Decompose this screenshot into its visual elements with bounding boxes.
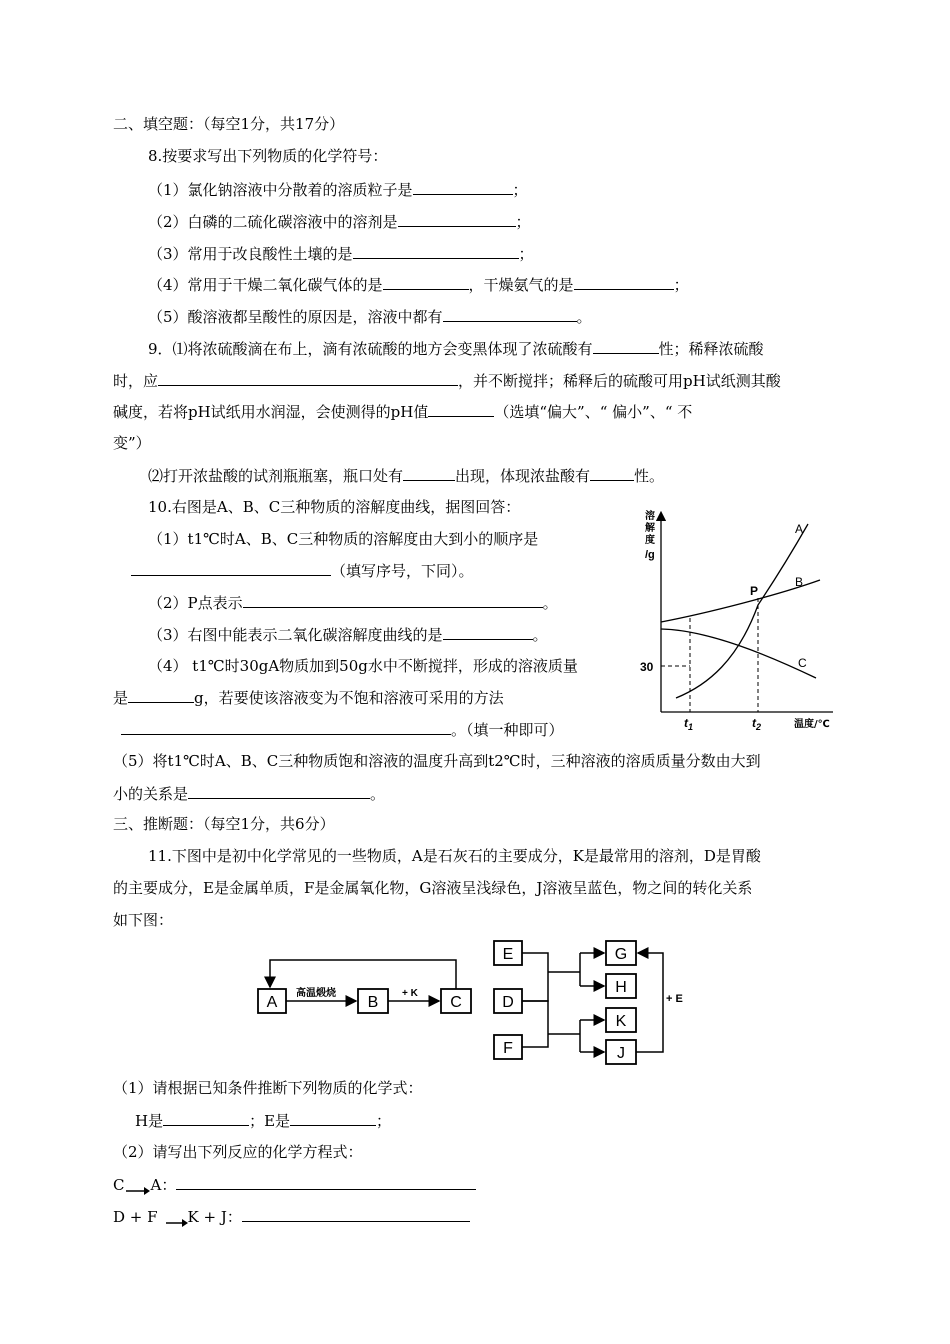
q11-line3: 如下图：	[113, 911, 174, 929]
label-K: K	[615, 1013, 627, 1030]
q11-part1-answers: H是 ；E是 ；	[135, 1112, 392, 1130]
q10-item5-cont: 小的关系是 。	[113, 785, 386, 803]
label-J: J	[617, 1045, 625, 1062]
answer-blank[interactable]	[158, 370, 458, 386]
q10-item1: （1）t1℃时A、B、C三种物质的溶解度由大到小的顺序是	[148, 530, 539, 548]
arrow-icon	[124, 1180, 150, 1196]
answer-blank[interactable]	[574, 274, 674, 290]
solubility-chart	[628, 500, 838, 740]
answer-blank[interactable]	[443, 306, 577, 322]
answer-blank[interactable]	[121, 719, 451, 735]
q11-part1: （1）请根据已知条件推断下列物质的化学式：	[113, 1079, 423, 1097]
y-axis-label-1: 溶	[645, 511, 655, 522]
curve-C	[661, 629, 816, 678]
answer-blank[interactable]	[353, 243, 519, 259]
label-B: B	[367, 994, 379, 1011]
curve-label-C: C	[798, 656, 807, 670]
tick-t1: $t_1$	[684, 716, 694, 732]
q9-line3: 碱度，若将pH试纸用水润湿，会使测得的pH值 （选填“偏大”、“ 偏小”、“ 不	[113, 403, 693, 421]
label-F: F	[503, 1040, 513, 1057]
label-C: C	[450, 994, 462, 1011]
q10-item1-cont: （填写序号，下同）。	[131, 560, 474, 581]
section2-heading: 二、填空题：（每空1分，共17分）	[113, 115, 345, 133]
section3-heading: 三、推断题：（每空1分，共6分）	[113, 815, 335, 833]
q10-stem: 10.右图是A、B、C三种物质的溶解度曲线，据图回答：	[148, 498, 521, 516]
arrow-icon	[158, 1212, 188, 1228]
curve-label-B: B	[795, 575, 804, 589]
q10-item2: （2）P点表示 。	[148, 594, 558, 612]
answer-blank[interactable]	[428, 401, 494, 417]
answer-blank[interactable]	[188, 783, 370, 799]
arrow-J-G	[636, 953, 663, 1052]
answer-blank[interactable]	[290, 1110, 376, 1126]
answer-blank[interactable]	[413, 179, 513, 195]
q11-line2: 的主要成分，E是金属单质，F是金属氧化物，G溶液呈浅绿色，J溶液呈蓝色，物之间的转化关系	[113, 879, 753, 897]
q9-line1: 9．⑴将浓硫酸滴在布上，滴有浓硫酸的地方会变黑体现了浓硫酸有 性；稀释浓硫酸	[148, 340, 764, 358]
label-G: G	[614, 946, 628, 963]
q10-item3: （3）右图中能表示二氧化碳溶解度曲线的是 。	[148, 626, 548, 644]
q8-item5: （5）酸溶液都呈酸性的原因是，溶液中都有 。	[148, 308, 592, 326]
q10-item4-cont2: 。（填一种即可）	[121, 719, 564, 740]
q8-stem: 8.按要求写出下列物质的化学符号：	[148, 147, 388, 165]
connector-E	[522, 953, 548, 1001]
answer-blank[interactable]	[243, 592, 543, 608]
condition-plus-K: + K	[402, 988, 418, 999]
q8-item1: （1）氯化钠溶液中分散着的溶质粒子是 ；	[148, 181, 528, 199]
answer-blank[interactable]	[398, 211, 516, 227]
q8-item3: （3）常用于改良酸性土壤的是 ；	[148, 245, 534, 263]
answer-blank[interactable]	[131, 560, 331, 576]
answer-blank[interactable]	[242, 1206, 470, 1222]
condition-calcination: 高温煅烧	[296, 988, 336, 999]
answer-blank[interactable]	[403, 465, 455, 481]
q10-item4: （4） t1℃时30gA物质加到50g水中不断搅拌，形成的溶液质量	[148, 657, 578, 675]
curve-label-A: A	[795, 522, 804, 536]
tick-t2: $t_2$	[752, 716, 762, 732]
answer-blank[interactable]	[443, 624, 533, 640]
q9-line5: ⑵打开浓盐酸的试剂瓶瓶塞，瓶口处有 出现，体现浓盐酸有 性。	[148, 467, 665, 485]
y-axis-label-4: /g	[645, 549, 655, 561]
q9-line2: 时，应 ，并不断搅拌；稀释后的硫酸可用pH试纸测其酸	[113, 372, 781, 390]
label-D: D	[502, 994, 514, 1011]
x-axis-label: 温度/℃	[794, 719, 830, 730]
arrow-C-A	[270, 960, 456, 989]
q8-item4: （4）常用于干燥二氧化碳气体的是 ，干燥氨气的是 ；	[148, 276, 689, 294]
point-label-P: P	[750, 584, 759, 598]
q11-line1: 11.下图中是初中化学常见的一些物质，A是石灰石的主要成分，K是最常用的溶剂，D是胃酸	[148, 847, 761, 865]
y-axis-label-3: 度	[645, 535, 655, 546]
label-H: H	[615, 979, 627, 996]
answer-blank[interactable]	[128, 687, 194, 703]
answer-blank[interactable]	[383, 274, 469, 290]
q8-item2: （2）白磷的二硫化碳溶液中的溶剂是 ；	[148, 213, 531, 231]
q9-line4: 变”）	[113, 434, 151, 452]
q10-item4-cont: 是 g，若要使该溶液变为不饱和溶液可采用的方法	[113, 689, 504, 707]
answer-blank[interactable]	[590, 465, 634, 481]
y-axis-label-2: 解	[645, 523, 655, 534]
connector-F	[522, 1001, 548, 1047]
q11-part2: （2）请写出下列反应的化学方程式：	[113, 1143, 363, 1161]
label-E: E	[502, 946, 514, 963]
answer-blank[interactable]	[593, 338, 659, 354]
label-A: A	[266, 994, 278, 1011]
q10-item5: （5）将t1℃时A、B、C三种物质饱和溶液的温度升高到t2℃时，三种溶液的溶质质量分数由大到	[113, 752, 761, 770]
answer-blank[interactable]	[176, 1174, 476, 1190]
equation-2: D + F K + J：	[113, 1206, 470, 1228]
curve-A	[676, 524, 808, 698]
reaction-diagram	[250, 934, 700, 1069]
tick-30: 30	[640, 660, 654, 674]
answer-blank[interactable]	[163, 1110, 249, 1126]
condition-plus-E: + E	[666, 993, 683, 1005]
equation-1: C A：	[113, 1174, 476, 1196]
